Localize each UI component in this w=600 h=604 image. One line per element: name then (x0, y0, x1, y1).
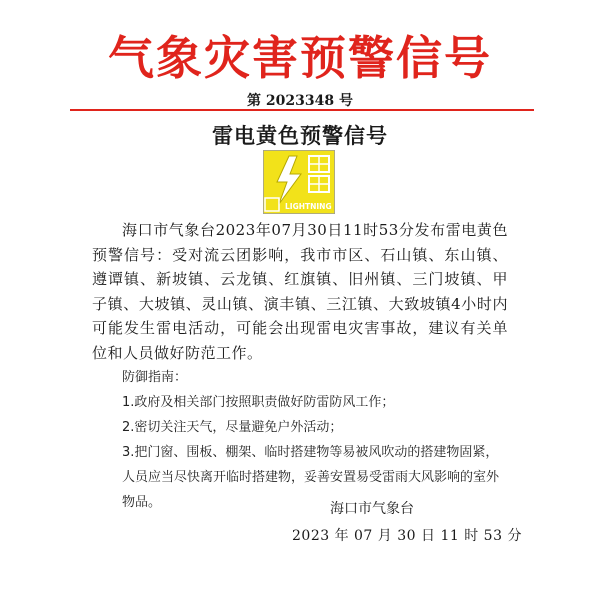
defense-guide (92, 365, 508, 515)
issue-datetime: 2023 年 07 月 30 日 11 时 53 分 (292, 528, 522, 544)
lightning-yellow-warning-icon (263, 150, 335, 214)
guide-item: 1.政府及相关部门按照职责做好防雷防风工作； (122, 395, 395, 410)
document-number: 第 2023348 号 (247, 93, 353, 109)
red-divider (70, 109, 534, 111)
guide-item: 3.把门窗、围板、棚架、临时搭建物等易被风吹动的搭建物固紧， 人员应当尽快离开临时搭建物，妥善安置易受雷雨大风影响的室外物品。 (122, 445, 500, 510)
guide-heading: 防御指南： (122, 370, 188, 385)
signal-title: 雷电黄色预警信号 (212, 124, 388, 148)
warning-body-paragraph: 海口市气象台2023年07月30日11时53分发布雷电黄色预警信号：受对流云团影响，我市市区、石山镇、东山镇、遵谭镇、新坡镇、云龙镇、红旗镇、旧州镇、三门坡镇、甲子镇、大坡镇、灵山镇、演丰镇、三江镇、大致坡镇4小时内可能发生雷电活动，可能会出现雷电灾害事故，建议有关单位和人员做好防范工作。 (92, 221, 508, 362)
document-title: 气象灾害预警信号 (108, 31, 492, 85)
guide-item: 2.密切关注天气，尽量避免户外活动； (122, 420, 343, 435)
icon-caption-en: LIGHTNING (285, 202, 332, 211)
issuing-organization: 海口市气象台 (330, 501, 414, 517)
